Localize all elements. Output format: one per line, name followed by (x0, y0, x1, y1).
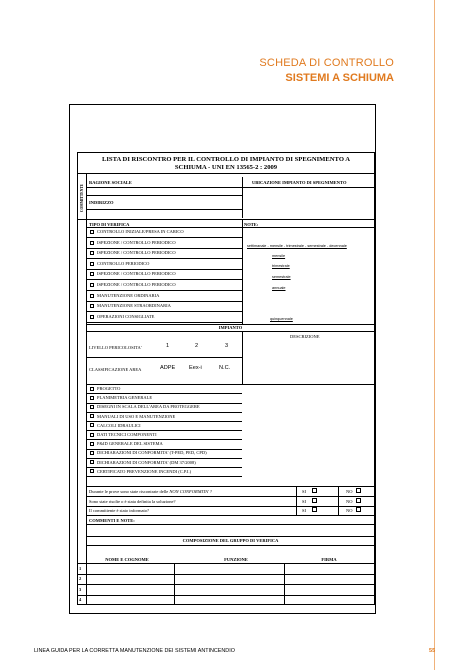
ubicazione-label: UBICAZIONE IMPIANTO DI SPEGNIMENTO (252, 180, 347, 185)
verifica-item-label: OPERAZIONI CONSIGLIATE (97, 313, 155, 319)
row-divider (86, 311, 242, 312)
no-label: NO (346, 489, 353, 494)
verifica-checkbox[interactable] (90, 294, 94, 298)
row-divider (86, 476, 242, 477)
documento-label: P&ID GENERALE DEL SISTEMA (97, 441, 163, 447)
verifica-checkbox[interactable] (90, 241, 94, 245)
domanda-text: Durante le prove sono state riscontrate delle NON CONFORMITA' ? (89, 489, 212, 494)
col-firma: FIRMA (321, 557, 337, 562)
documento-label: CERTIFICATO PREVENZIONE INCENDI (C.P.I.) (97, 468, 192, 474)
col-divider (338, 486, 339, 516)
committente-label: COMMITTENTE (80, 183, 84, 213)
commenti-label: COMMENTI E NOTE: (89, 518, 135, 523)
documento-checkbox[interactable] (90, 405, 94, 409)
verifica-checkbox[interactable] (90, 251, 94, 255)
verifica-item-label: CONTROLLO PERIODICO (97, 260, 150, 266)
row-number: 3 (79, 586, 82, 592)
tipo-verifica-label: TIPO DI VERIFICA (89, 222, 130, 227)
header-subtitle: SISTEMI A SCHIUMA (285, 72, 394, 84)
row-divider (77, 595, 375, 596)
livello-pericolosita-label: LIVELLO PERICOLOSITA' (89, 345, 142, 350)
frequency-annuale: annuale (272, 286, 286, 290)
col-divider (296, 486, 297, 516)
no-checkbox[interactable] (356, 488, 361, 493)
livello-1: 1 (166, 343, 170, 349)
frequency-options: settimanale - mensile - trimestrale - semestrale - decennale (247, 244, 347, 248)
frequency-mensile: mensile (272, 254, 286, 258)
page-accent-line (434, 0, 435, 670)
impianto-label: IMPIANTO (218, 325, 243, 330)
verifica-item-label: ISPEZIONE / CONTROLLO PERIODICO (97, 271, 176, 277)
frequency-trimestrale: trimestrale (272, 264, 290, 268)
documento-label: DISEGNI IN SCALA DELL'AREA DA PROTEGGERE (97, 404, 200, 410)
descrizione-label: DESCRIZIONE (290, 334, 320, 339)
documento-checkbox[interactable] (90, 396, 94, 400)
ragione-sociale-label: RAGIONE SOCIALE (89, 180, 132, 185)
si-checkbox[interactable] (312, 498, 317, 503)
verifica-item-label: ISPEZIONE / CONTROLLO PERIODICO (97, 250, 176, 256)
documento-checkbox[interactable] (90, 460, 94, 464)
domanda-text: Sono state risolte o è stata definita la soluzione? (89, 498, 176, 504)
livello-3: 3 (225, 343, 229, 349)
documento-checkbox[interactable] (90, 469, 94, 473)
verifica-checkbox[interactable] (90, 304, 94, 308)
col-funzione: FUNZIONE (224, 557, 248, 562)
row-divider (86, 279, 242, 280)
verifica-checkbox[interactable] (90, 283, 94, 287)
footer-text: LINEA GUIDA PER LA CORRETTA MANUTENZIONE DEI SISTEMI ANTINCENDIO (34, 648, 235, 654)
verifica-checkbox[interactable] (90, 230, 94, 234)
verifica-item-label: MANUTENZIONE STRAORDINARIA (97, 303, 171, 309)
row-divider (86, 290, 242, 291)
documento-checkbox[interactable] (90, 442, 94, 446)
classe-nc: N.C. (219, 365, 231, 371)
frequency-semestrale: semestrale (272, 275, 291, 279)
classe-eex-i: Eex-i (189, 365, 202, 371)
documento-label: DATI TECNICI COMPONENTI (97, 432, 157, 437)
row-divider (86, 322, 242, 323)
note-label: NOTE: (244, 222, 259, 227)
si-label: SI (302, 498, 307, 504)
documento-checkbox[interactable] (90, 423, 94, 427)
si-checkbox[interactable] (312, 507, 317, 512)
verifica-item-label: ISPEZIONE / CONTROLLO PERIODICO (97, 239, 176, 245)
documento-checkbox[interactable] (90, 451, 94, 455)
classificazione-area-label: CLASSIFICAZIONE AREA (89, 367, 142, 372)
row-divider (86, 486, 375, 487)
header-title: SCHEDA DI CONTROLLO (259, 57, 394, 69)
livello-2: 2 (195, 343, 199, 349)
si-label: SI (302, 508, 307, 513)
documento-label: PROGETTO (97, 386, 121, 391)
row-number: 1 (79, 565, 82, 571)
documento-label: PLANIMETRIA GENERALE (97, 395, 153, 401)
documento-checkbox[interactable] (90, 433, 94, 437)
no-checkbox[interactable] (356, 498, 361, 503)
col-nome: NOME E COGNOME (105, 557, 149, 562)
indirizzo-label: INDIRIZZO (89, 200, 114, 205)
row-divider (86, 258, 242, 259)
verifica-checkbox[interactable] (90, 262, 94, 266)
documento-label: MANUALI DI USO E MANUTENZIONE (97, 413, 176, 419)
row-divider (86, 269, 242, 270)
documento-label: CALCOLI IDRAULICI (97, 422, 141, 428)
row-divider (86, 496, 375, 497)
frequency-quinquennale: quinquennale (270, 317, 293, 321)
no-checkbox[interactable] (356, 507, 361, 512)
domanda-text: Il committente è stato informato? (89, 508, 149, 513)
row-divider (77, 574, 375, 575)
si-checkbox[interactable] (312, 488, 317, 493)
verifica-checkbox[interactable] (90, 315, 94, 319)
row-divider (86, 248, 242, 249)
form-title-line2: SCHIUMA - UNI EN 13565-2 : 2009 (174, 164, 278, 171)
verifica-item-label: ISPEZIONE / CONTROLLO PERIODICO (97, 282, 176, 287)
form-title-line1: LISTA DI RISCONTRO PER IL CONTROLLO DI IMPIANTO DI SPEGNIMENTO A (101, 156, 351, 163)
documento-label: DICHIARAZIONI DI CONFORMITA' (T-PED, PED, CPD) (97, 450, 207, 456)
row-divider (86, 301, 242, 302)
si-label: SI (302, 489, 307, 494)
no-label: NO (346, 508, 353, 513)
row-number: 2 (79, 576, 82, 581)
row-number: 4 (79, 597, 82, 602)
no-label: NO (346, 498, 353, 504)
row-divider (77, 584, 375, 585)
composizione-label: COMPOSIZIONE DEL GRUPPO DI VERIFICA (182, 538, 279, 543)
row-divider (86, 515, 375, 516)
verifica-item-label: MANUTENZIONE ORDINARIA (97, 292, 160, 298)
row-divider (86, 237, 242, 238)
verifica-item-label: CONTROLLO INIZIALE/PRESA IN CARICO (97, 229, 184, 234)
verifica-checkbox[interactable] (90, 272, 94, 276)
classe-adpe: ADPE (160, 365, 176, 371)
documento-label: DICHIARAZIONI DI CONFORMITA' (DM 37/2008) (97, 459, 196, 465)
page-number: 55 (429, 648, 436, 654)
documento-checkbox[interactable] (90, 387, 94, 391)
documento-checkbox[interactable] (90, 414, 94, 418)
row-divider (86, 506, 375, 507)
